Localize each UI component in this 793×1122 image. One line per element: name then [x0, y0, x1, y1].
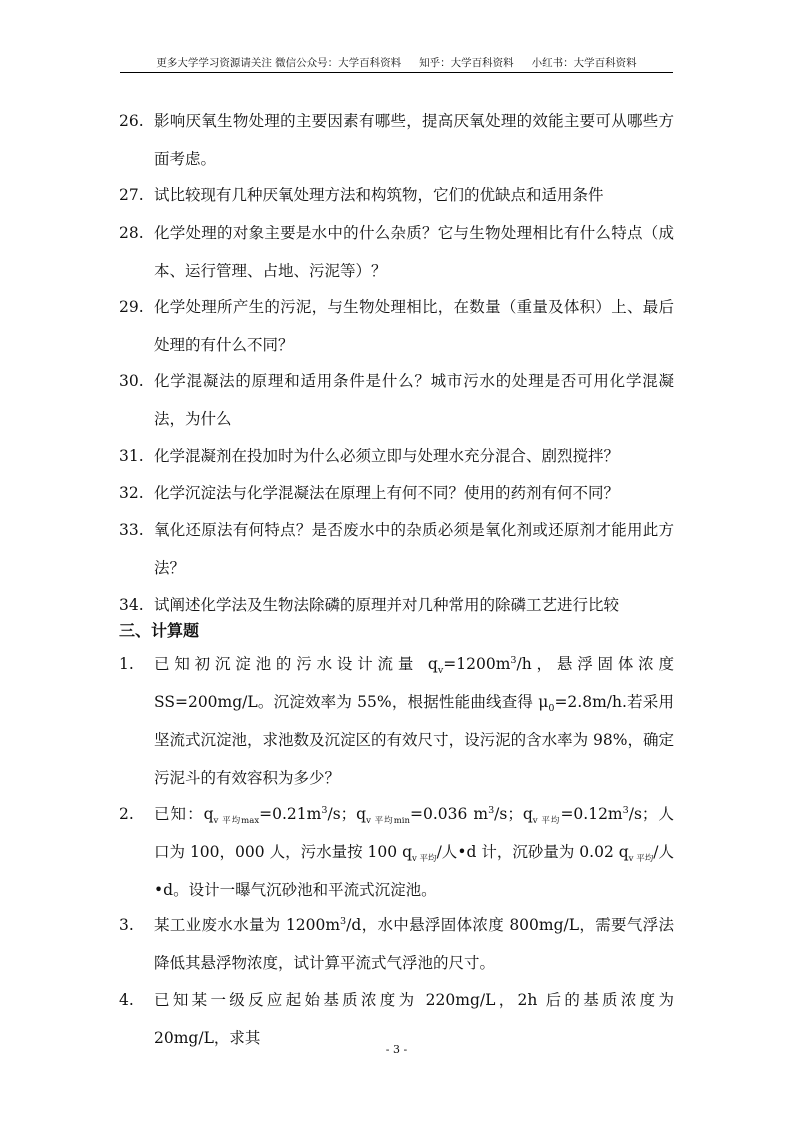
page-number: - 3 -: [385, 1043, 408, 1056]
question-30: [119, 362, 674, 438]
question-number: 34.: [119, 596, 144, 614]
question-33: [119, 511, 674, 587]
page-header: [120, 54, 673, 73]
question-text: 已知初沉淀池的污水设计流量 $q_v=1200m^3/h$，悬浮固体浓度 SS=200mg/L。沉淀效率为 55%，根据性能曲线查得 $\mu_0=2.8m/h$.若采用坚流式沉淀池，求池数及沉淀区的有效尺寸，设污泥的含水率为 98%，确定污泥斗的有效容积为多少？: [154, 654, 674, 787]
question-31: [119, 437, 674, 475]
question-text: 某工业废水水量为 $1200m^3/d$，水中悬浮固体浓度 800mg/L，需要气浮法降低其悬浮物浓度，试计算平流式气浮池的尺寸。: [154, 915, 675, 972]
question-number: 3.: [119, 916, 134, 934]
question-number: 26.: [119, 112, 144, 130]
question-text: 化学混凝法的原理和适用条件是什么？城市污水的处理是否可用化学混凝法，为什么: [154, 372, 674, 428]
question-number: 30.: [119, 372, 144, 390]
calc-question-3: [119, 906, 674, 982]
question-27: [119, 176, 674, 214]
question-number: 33.: [119, 521, 144, 539]
question-number: 4.: [119, 991, 134, 1009]
question-text: 化学处理的对象主要是水中的什么杂质？它与生物处理相比有什么特点（成本、运行管理、占地、污泥等）？: [154, 224, 674, 280]
question-number: 31.: [119, 447, 144, 465]
question-text: 试比较现有几种厌氧处理方法和构筑物，它们的优缺点和适用条件: [154, 186, 604, 204]
question-text: 氧化还原法有何特点？是否废水中的杂质必须是氧化剂或还原剂才能用此方法？: [154, 521, 674, 577]
calc-question-1: [119, 645, 674, 797]
question-34: [119, 586, 674, 624]
question-text: 化学沉淀法与化学混凝法在原理上有何不同？使用的药剂有何不同？: [154, 484, 620, 502]
question-text: 影响厌氧生物处理的主要因素有哪些，提高厌氧处理的效能主要可从哪些方面考虑。: [154, 112, 674, 168]
question-text: 化学混凝剂在投加时为什么必须立即与处理水充分混合、剧烈搅拌？: [154, 447, 620, 465]
question-text: 化学处理所产生的污泥，与生物处理相比，在数量（重量及体积）上、最后处理的有什么不同？: [154, 298, 674, 354]
question-text: 已知：$q_{v 平均max}=0.21m^3/s$；$q_{v 平均min}=0.036$ $m^3/s$；$q_{v 平均}=0.12m^3/s$；人口为 100，000 人，污水量按 100 $q_{v 平均}/$人•d 计，沉砂量为 0.02 $q_{v 平均}/$人•d。设计一曝气沉砂池和平流式沉淀池。: [154, 804, 674, 899]
question-number: 27.: [119, 186, 144, 204]
section-title: 三、计算题: [119, 621, 200, 640]
question-29: [119, 288, 674, 364]
header-zhihu: 知乎：大学百科资料: [419, 57, 514, 69]
question-text: 试阐述化学法及生物法除磷的原理并对几种常用的除磷工艺进行比较: [154, 596, 620, 614]
question-number: 28.: [119, 224, 144, 242]
question-32: [119, 474, 674, 512]
question-number: 1.: [119, 655, 134, 673]
question-number: 29.: [119, 298, 144, 316]
question-number: 32.: [119, 484, 144, 502]
calc-question-2: [119, 795, 674, 909]
question-number: 2.: [119, 805, 134, 823]
question-26: [119, 102, 674, 178]
header-xiaohongshu: 小红书：大学百科资料: [531, 57, 637, 69]
header-wechat: 更多大学学习资源请关注 微信公众号：大学百科资料: [156, 57, 402, 69]
question-text: 已知某一级反应起始基质浓度为 220mg/L，2h 后的基质浓度为 20mg/L，求其: [154, 991, 674, 1047]
question-28: [119, 214, 674, 290]
